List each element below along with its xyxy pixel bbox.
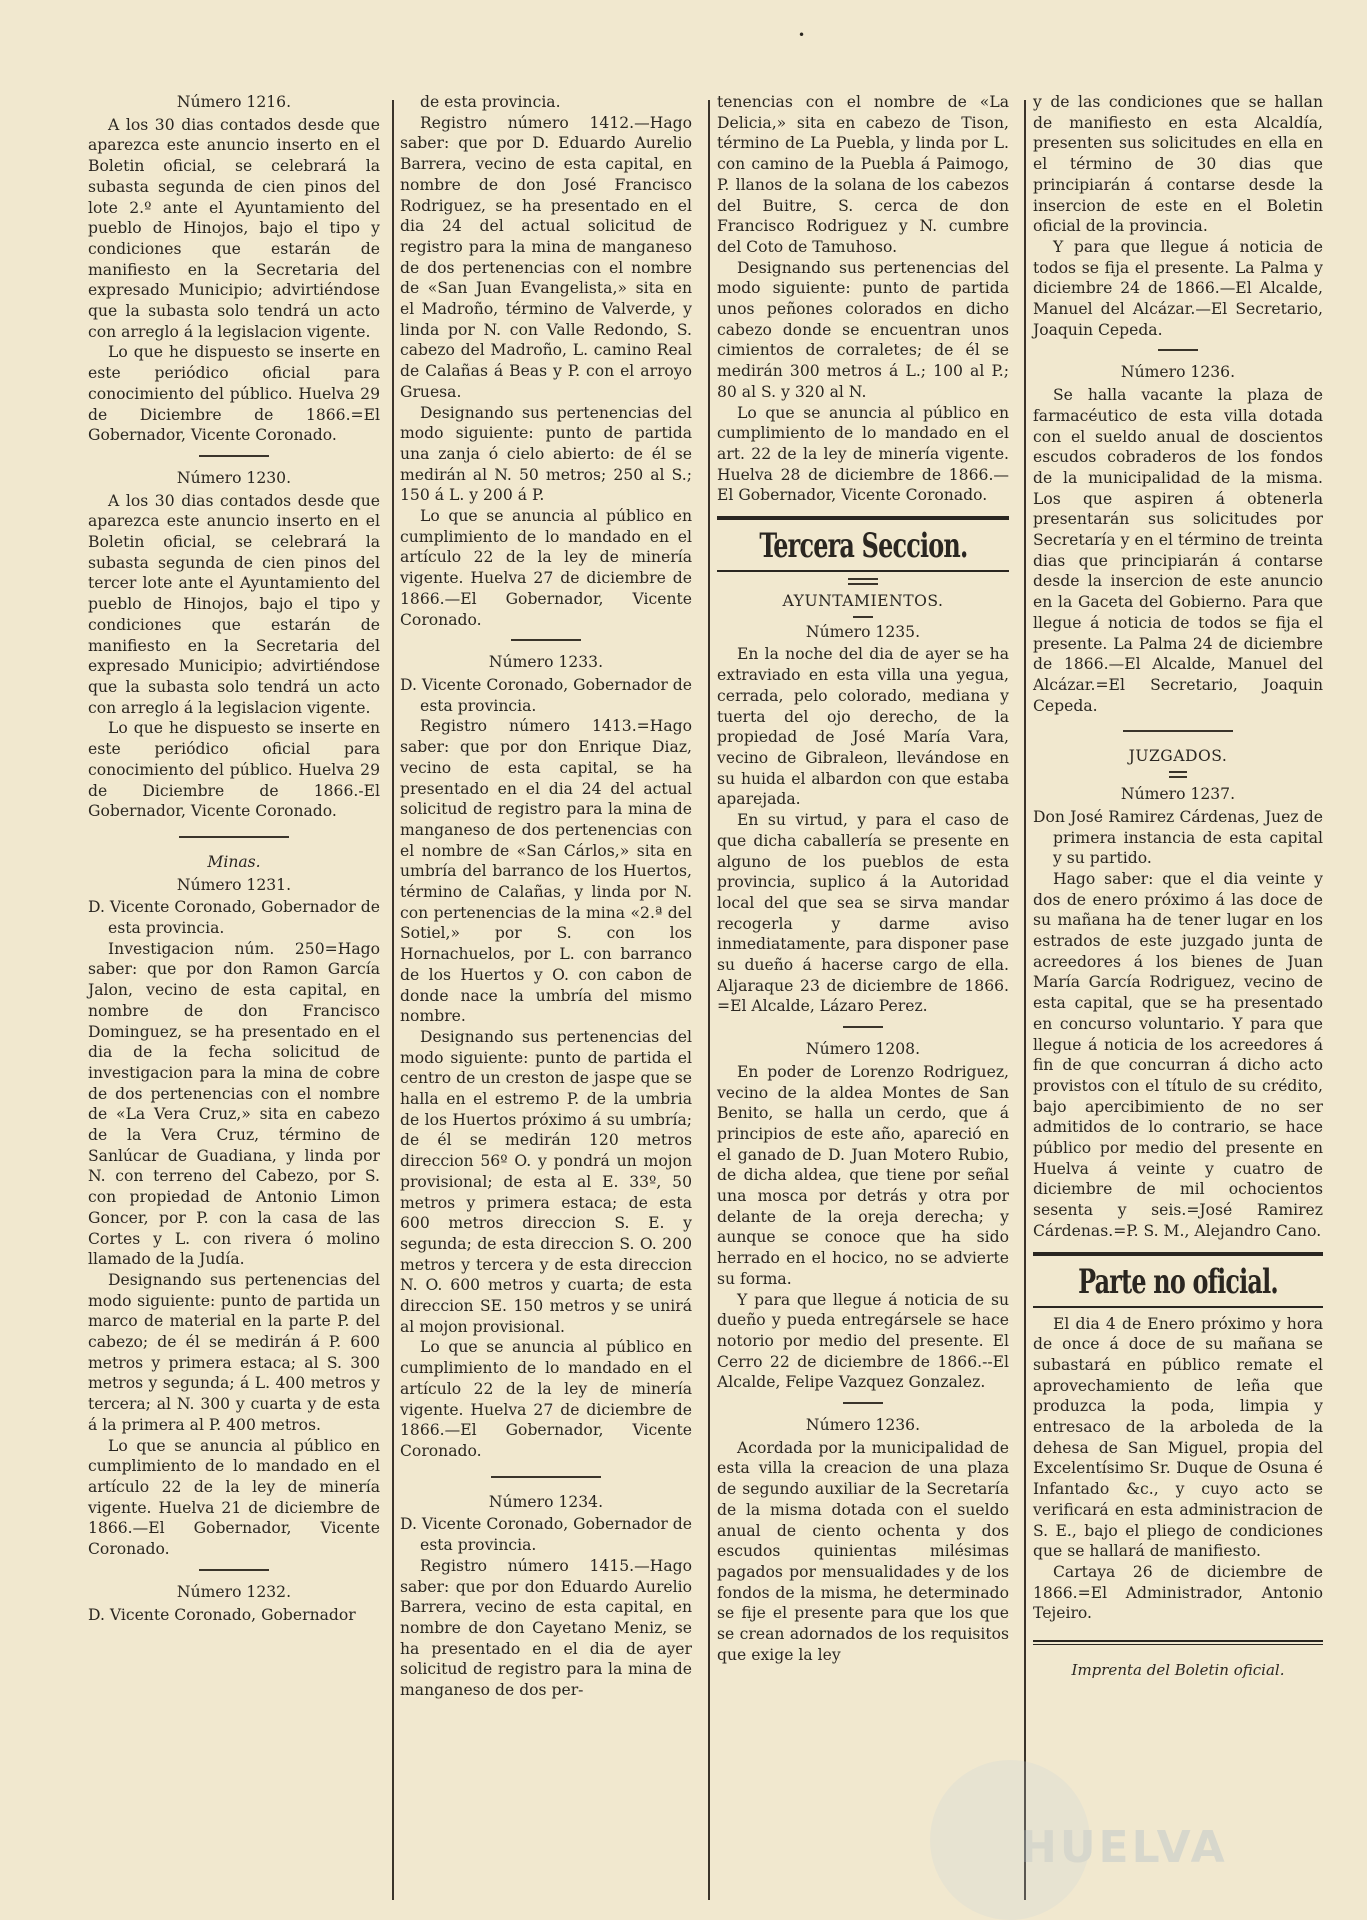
notice-leña	[1033, 1314, 1323, 1625]
notice-number: Número 1208.	[805, 1040, 921, 1059]
subsection-title: Minas.	[207, 852, 261, 871]
section-title: Tercera Seccion.	[758, 526, 968, 567]
column-4	[1033, 92, 1323, 1696]
notice-number: Número 1235.	[805, 622, 921, 641]
notice-number: Número 1237.	[1120, 785, 1236, 804]
notice-text: Designando sus pertenencias del modo siguiente: punto de partida unos peñones colorados en dicho cabezo donde se encuentran unos cimientos de corraletes; de él se medirán 300 metros á L.; 100 al P.; 80 al S. y 320 al N.	[717, 258, 1009, 401]
separator	[843, 1402, 883, 1404]
notice-text: En su virtud, y para el caso de que dicha caballería se presente en alguno de los pueblos de esta provincia, suplico á la Autoridad local del que sea se sirva mandar recogerla y darme aviso inmediatamente, para disponer pase su dueño á hacerse cargo de ella. Aljaraque 23 de diciembre de 1866. =El Alcalde, Lázaro Perez.	[717, 811, 1009, 1016]
notice-text: Cartaya 26 de diciembre de 1866.=El Administrador, Antonio Tejeiro.	[1033, 1563, 1323, 1623]
notice-number: Número 1231.	[176, 875, 292, 894]
subsection-title: AYUNTAMIENTOS.	[782, 592, 944, 611]
separator	[853, 616, 873, 618]
continued-text: de esta provincia.	[420, 93, 561, 111]
separator	[1123, 730, 1233, 732]
notice-text: Designando sus pertenencias del modo siguiente: punto de partida un marco de material en la parte P. del cabezo; de él se medirán á P. 600 metros y primera estaca; al S. 300 metros y segunda; á L. 400 metros y tercera; al N. 300 y cuarta y de esta á la primera al P. 400 metros.	[88, 1270, 380, 1434]
notice-text: El dia 4 de Enero próximo y hora de once á doce de su mañana se subastará en público remate el aprovechamiento de leña que produzca la poda, limpia y entresaco de la arboleda de la dehesa de San Miguel, propia del Excelentísimo Sr. Duque de Osuna é Infantado &c., y cuyo acto se verificará en esta administracion de S. E., bajo el pliego de condiciones que se hallará de manifiesto.	[1033, 1314, 1323, 1561]
notice-number: Número 1232.	[176, 1582, 292, 1601]
notice-text: Registro número 1413.=Hago saber: que por don Enrique Diaz, vecino de esta capital, se ha presentado en el dia 24 del actual solicitud de registro para la mina de manganeso de dos pertenencias con el nombre de «San Cárlos,» sita en umbría del barranco de los Huertos, término de Calañas, y linda por N. con pertenencias de la mina «2.ª del Sotiel,» por S. con los Hornachuelos, por L. con barranco de los Huertos y O. con cabon de donde nace la umbría del mismo nombre.	[400, 717, 692, 1026]
page-mark: •	[798, 28, 806, 42]
notice-1230	[88, 468, 380, 822]
archive-watermark	[960, 1800, 1300, 1890]
notice-heading: D. Vicente Coronado, Gobernador	[88, 1605, 356, 1624]
notice-text: A los 30 dias contados desde que aparezca este anuncio inserto en el Boletin oficial, se celebrará la subasta segunda de cien pinos del lote 2.º ante el Ayuntamiento del pueblo de Hinojos, bajo el tipo y condiciones que estarán de manifiesto en la Secretaria del expresado Municipio; advirtiéndose que la subasta solo tendrá un acto con arreglo á la legislacion vigente.	[88, 115, 380, 341]
continued-text: tenencias con el nombre de «La Delicia,» sita en cabezo de Tison, término de La Puebla, y linda por L. con camino de la Puebla á Paimogo, P. llanos de la solana de los cabezos del Buitre, S. cerca de don Francisco Rodriguez y N. cumbre del Coto de Tamuhoso.	[717, 93, 1009, 256]
notice-text: En la noche del dia de ayer se ha extraviado en esta villa una yegua, cerrada, pelo colorado, mediana y tuerta del ojo derecho, de la propiedad de José María Vara, vecino de Gibraleon, llevándose en su huida el albardon con que estaba aparejada.	[717, 645, 1009, 809]
notice-1231	[88, 875, 380, 1560]
section-title: Parte no oficial.	[1078, 1261, 1278, 1302]
notice-text: Se halla vacante la plaza de farmacéutico de esta villa dotada con el sueldo anual de doscientos escudos cobraderos de los fondos de la municipalidad de la misma. Los que aspiren á obtenerla presentarán sus solicitudes por Secretaría y en el término de treinta dias que principiarán á contarse desde la insercion de este anuncio en la Gaceta del Gobierno. Para que llegue á noticia de todos se fija el presente. La Palma 24 de diciembre de 1866.—El Alcalde, Manuel del Alcázar.=El Secretario, Joaquin Cepeda.	[1033, 386, 1323, 715]
notice-text: A los 30 dias contados desde que aparezca este anuncio inserto en el Boletin oficial, se celebrará la subasta segunda de cien pinos del tercer lote ante el Ayuntamiento del pueblo de Hinojos, bajo el tipo y condiciones que estarán de manifiesto en la Secretaria del expresado Municipio; advirtiéndose que la subasta solo tendrá un acto con arreglo á la legislacion vigente.	[88, 491, 380, 717]
column-rule	[708, 100, 710, 1900]
subsection-title: JUZGADOS.	[1128, 747, 1228, 766]
notice-1235	[717, 622, 1009, 1017]
section-header	[717, 516, 1009, 572]
footer-rule	[1033, 1640, 1323, 1645]
notice-1233	[400, 652, 692, 1461]
notice-text: Lo que se anuncia al público en cumplimiento de lo mandado en el art. 22 de la ley de minería vigente. Huelva 28 de diciembre de 1866.—El Gobernador, Vicente Coronado.	[717, 403, 1009, 505]
column-3	[717, 92, 1009, 1666]
notice-1216	[88, 92, 380, 446]
notice-1237	[1033, 784, 1323, 1241]
notice-number: Número 1233.	[488, 653, 604, 672]
notice-number: Número 1236.	[805, 1416, 921, 1435]
notice-text: Y para que llegue á noticia de todos se fija el presente. La Palma y diciembre 24 de 1866.—El Alcalde, Manuel del Alcázar.—El Secretario, Joaquin Cepeda.	[1033, 237, 1323, 339]
notice-1236b	[1033, 362, 1323, 716]
notice-heading: D. Vicente Coronado, Gobernador de esta provincia.	[400, 1515, 692, 1555]
watermark-text: HUELVA	[1020, 1822, 1228, 1873]
separator	[511, 639, 581, 641]
notice-text: Designando sus pertenencias del modo siguiente: punto de partida el centro de un creston de jaspe que se halla en el estremo P. de la umbria de los Huertos próximo á su umbría; de él se medirán 120 metros direccion 56º O. y pondrá un mojon provisional; de esta al E. 33º, 50 metros y primera estaca; de esta 600 metros direccion S. E. y segunda; de esta direccion S. O. 200 metros y tercera y de esta direccion N. O. 600 metros y cuarta; de esta direccion SE. 150 metros y se unirá al mojon provisional.	[400, 1027, 692, 1336]
notice-1236	[717, 1415, 1009, 1665]
notice-text: Hago saber: que el dia veinte y dos de enero próximo á las doce de su mañana ha de tener lugar en los estrados de este juzgado junta de acreedores á los bienes de Juan María García Rodriguez, vecino de esta capital, que se ha presentado en concurso voluntario. Y para que llegue á noticia de los acreedores á fin de que concurran á dicho acto provistos con el título de su crédito, bajo apercibimiento de no ser admitidos de lo contrario, se hace público por medio del presente en Huelva á veinte y cuatro de diciembre de mil ochocientos sesenta y seis.=José Ramirez Cárdenas.=P. S. M., Alejandro Cano.	[1033, 869, 1323, 1240]
notice-number: Número 1236.	[1120, 363, 1236, 382]
section-header	[1033, 1252, 1323, 1308]
separator	[1169, 771, 1187, 778]
notice-number: Número 1216.	[176, 93, 292, 111]
notice-text: Investigacion núm. 250=Hago saber: que por don Ramon García Jalon, vecino de esta capital, en nombre de don Francisco Dominguez, se ha presentado en el dia de la fecha solicitud de investigacion para la mina de cobre de dos pertenencias con el nombre de «La Vera Cruz,» sita en cabezo de la Vera Cruz, término de Sanlúcar de Guadiana, y linda por N. con terreno del Cabezo, por S. con propiedad de Antonio Limon Goncer, por P. con la casa de las Cortes y L. con rivera ó molino llamado de la Judía.	[88, 939, 380, 1269]
notice-1232	[88, 1582, 380, 1625]
separator	[843, 1026, 883, 1028]
notice-text: Lo que he dispuesto se inserte en este periódico oficial para conocimiento del público. Huelva 29 de Diciembre de 1866.-El Gobernador, Vicente Coronado.	[88, 719, 380, 821]
separator	[491, 1476, 601, 1478]
notice-1234	[400, 1492, 692, 1701]
column-rule	[1024, 100, 1026, 1900]
notice-text: Registro número 1415.—Hago saber: que por don Eduardo Aurelio Barrera, vecino de esta capital, en nombre de don Cayetano Meniz, se ha presentado en el dia de ayer solicitud de registro para la mina de manganeso de dos per-	[400, 1556, 692, 1700]
notice-number: Número 1234.	[488, 1492, 604, 1511]
column-1	[88, 92, 380, 1625]
separator	[848, 578, 878, 585]
column-rule	[392, 100, 394, 1900]
notice-number: Número 1230.	[176, 468, 292, 487]
continued-text: y de las condiciones que se hallan de manifiesto en esta Alcaldía, presenten sus solicitudes en ella en el término de 30 dias que principiarán á contarse desde la insercion de este en el Boletin oficial de la provincia.	[1033, 93, 1323, 236]
column-2	[400, 92, 692, 1701]
notice-text: Lo que se anuncia al público en cumplimiento de lo mandado en el artículo 22 de la ley de minería vigente. Huelva 27 de diciembre de 1866.—El Gobernador, Vicente Coronado.	[400, 1338, 692, 1460]
notice-1208	[717, 1039, 1009, 1393]
notice-text: Registro número 1412.—Hago saber: que por D. Eduardo Aurelio Barrera, vecino de esta capital, en nombre de don José Francisco Rodriguez, se ha presentado en el dia 24 del actual solicitud de registro para la mina de manganeso de dos pertenencias con el nombre de «San Juan Evangelista,» sita en el Madroño, término de Valverde, y linda por N. con Valle Redondo, S. cabezo del Madroño, L. camino Real de Calañas á Beas y P. con el arroyo Gruesa.	[400, 113, 692, 401]
notice-text: Lo que se anuncia al público en cumplimiento de lo mandado en el artículo 22 de la ley de minería vigente. Huelva 21 de diciembre de 1866.—El Gobernador, Vicente Coronado.	[88, 1436, 380, 1559]
notice-text: Acordada por la municipalidad de esta villa la creacion de una plaza de segundo auxiliar de la Secretaría de la misma dotada con el sueldo anual de ciento ochenta y dos escudos quinientas milésimas pagados por mensualidades y de los fondos de la misma, he determinado se fije el presente para que los que se crean adornados de los requisitos que exige la ley	[717, 1438, 1009, 1664]
notice-text: Lo que he dispuesto se inserte en este periódico oficial para conocimiento del público. Huelva 29 de Diciembre de 1866.=El Gobernador, Vicente Coronado.	[88, 343, 380, 445]
notice-heading: D. Vicente Coronado, Gobernador de esta provincia.	[88, 898, 380, 938]
separator	[199, 1569, 269, 1571]
printer-credit: Imprenta del Boletin oficial.	[1071, 1661, 1285, 1680]
notice-text: En poder de Lorenzo Rodriguez, vecino de la aldea Montes de San Benito, se halla un cerdo, que á principios de este año, apareció en el ganado de D. Juan Motero Rubio, de dicha aldea, que tiene por señal una mosca por detrás y otra por delante de la oreja derecha; y aunque se conoce que ha sido herrado en el hocico, no se advierte su forma.	[717, 1062, 1009, 1288]
separator	[199, 455, 269, 457]
notice-text: Y para que llegue á noticia de su dueño y pueda entregársele se hace notorio por medio del presente. El Cerro 22 de diciembre de 1866.--El Alcalde, Felipe Vazquez Gonzalez.	[717, 1290, 1009, 1392]
separator	[179, 836, 289, 838]
notice-text: Lo que se anuncia al público en cumplimiento de lo mandado en el artículo 22 de la ley de minería vigente. Huelva 27 de diciembre de 1866.—El Gobernador, Vicente Coronado.	[400, 507, 692, 629]
separator	[1158, 349, 1198, 351]
notice-text: Designando sus pertenencias del modo siguiente: punto de partida una zanja ó cielo abierto: de él se medirán al N. 50 metros; 250 al S.; 150 á L. y 200 á P.	[400, 403, 692, 505]
notice-heading: Don José Ramirez Cárdenas, Juez de primera instancia de esta capital y su partido.	[1033, 807, 1323, 868]
notice-heading: D. Vicente Coronado, Gobernador de esta provincia.	[400, 675, 692, 715]
